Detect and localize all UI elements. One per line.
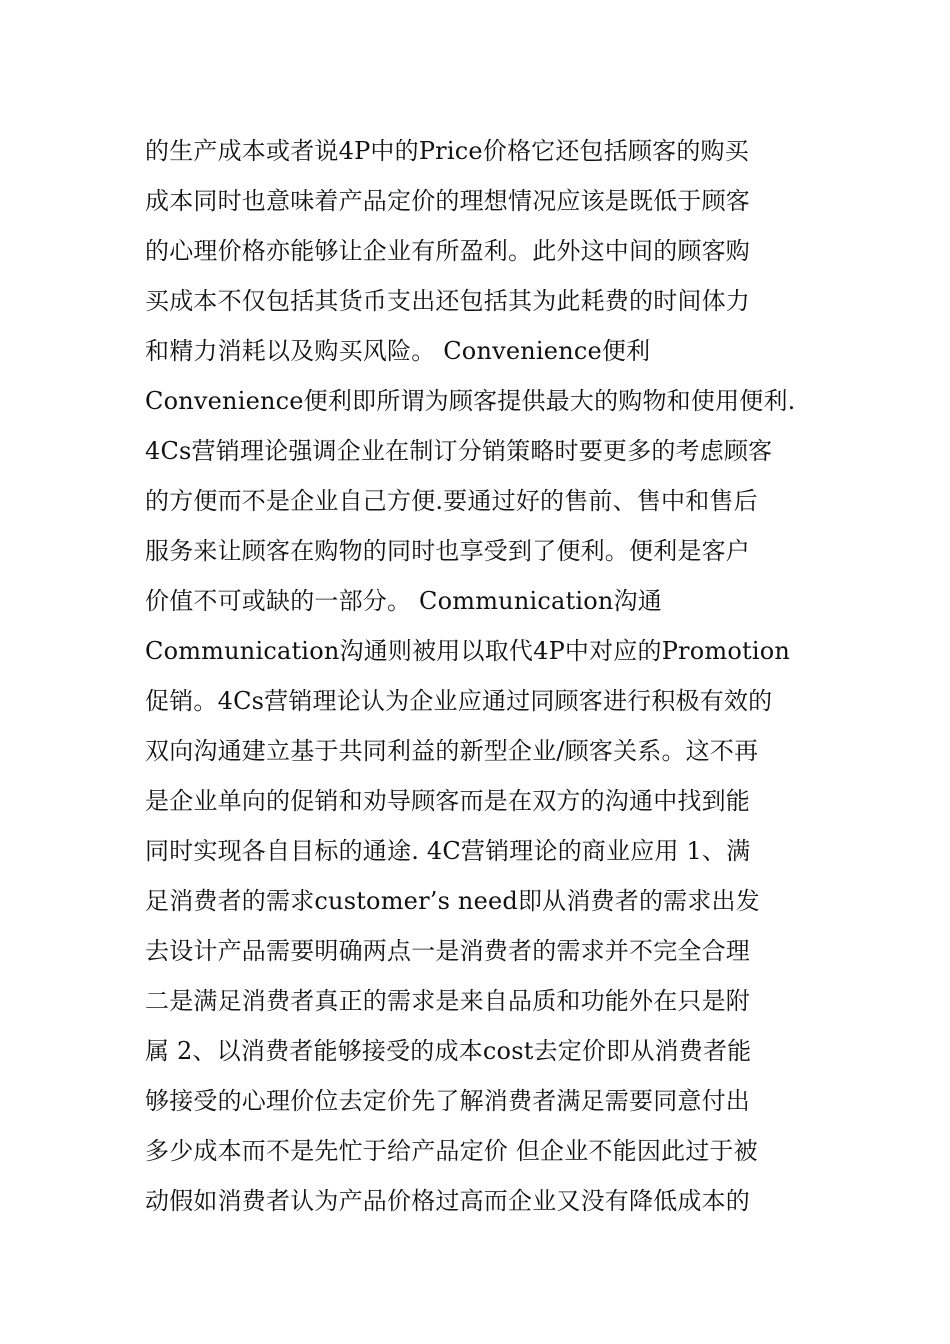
text-line: 双向沟通建立基于共同利益的新型企业/顾客关系。这不再	[145, 737, 759, 765]
text-line: 的方便而不是企业自己方便.要通过好的售前、售中和售后	[145, 487, 758, 515]
text-line: 足消费者的需求customer’s need即从消费者的需求出发	[145, 887, 760, 915]
text-line: 二是满足消费者真正的需求是来自品质和功能外在只是附	[145, 987, 750, 1015]
text-line: 是企业单向的促销和劝导顾客而是在双方的沟通中找到能	[145, 787, 750, 815]
text-line: 买成本不仅包括其货币支出还包括其为此耗费的时间体力	[145, 287, 750, 315]
text-line: 多少成本而不是先忙于给产品定价 但企业不能因此过于被	[145, 1137, 758, 1165]
text-line: 促销。4Cs营销理论认为企业应通过同顾客进行积极有效的	[145, 687, 773, 715]
text-line: 服务来让顾客在购物的同时也享受到了便利。便利是客户	[145, 537, 750, 565]
text-line: 的生产成本或者说4P中的Price价格它还包括顾客的购买	[145, 137, 749, 165]
text-line: Convenience便利即所谓为顾客提供最大的购物和使用便利.	[145, 387, 796, 415]
text-line: 动假如消费者认为产品价格过高而企业又没有降低成本的	[145, 1187, 750, 1215]
text-line: 去设计产品需要明确两点一是消费者的需求并不完全合理	[145, 937, 750, 965]
text-line: 同时实现各自目标的通途. 4C营销理论的商业应用 1、满	[145, 837, 751, 865]
text-line: 属 2、以消费者能够接受的成本cost去定价即从消费者能	[145, 1037, 752, 1065]
text-line: 的心理价格亦能够让企业有所盈利。此外这中间的顾客购	[145, 237, 750, 265]
text-line: Communication沟通则被用以取代4P中对应的Promotion	[145, 637, 791, 665]
text-line: 价值不可或缺的一部分。 Communication沟通	[145, 587, 662, 615]
text-line: 和精力消耗以及购买风险。 Convenience便利	[145, 337, 651, 365]
body-text	[145, 126, 845, 1226]
text-line: 4Cs营销理论强调企业在制订分销策略时要更多的考虑顾客	[145, 437, 773, 465]
text-line: 成本同时也意味着产品定价的理想情况应该是既低于顾客	[145, 187, 750, 215]
text-line: 够接受的心理价位去定价先了解消费者满足需要同意付出	[145, 1087, 750, 1115]
